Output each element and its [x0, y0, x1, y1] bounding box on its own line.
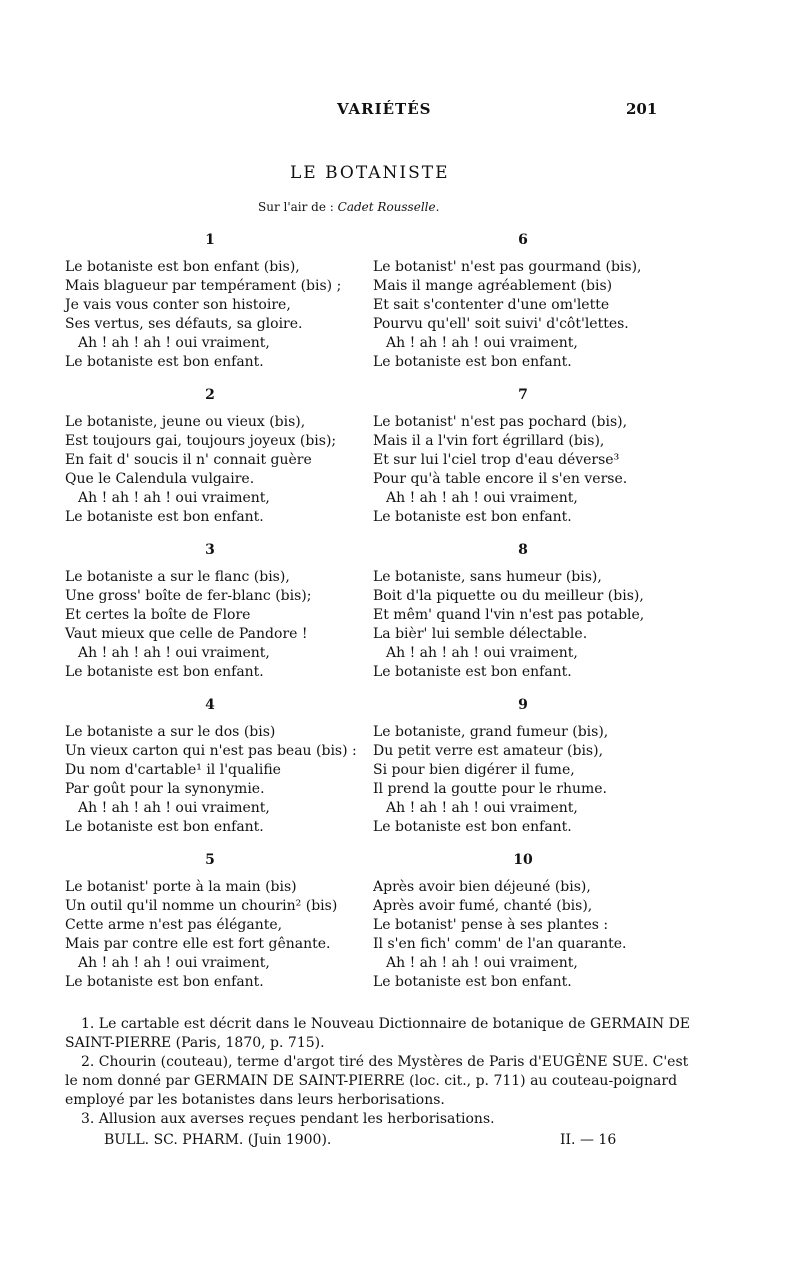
verse-line: Et certes la boîte de Flore: [65, 607, 251, 623]
verse-line: Il prend la goutte pour le rhume.: [373, 781, 607, 797]
verse-line: Le botaniste, jeune ou vieux (bis),: [65, 414, 306, 430]
verse-line: Ah ! ah ! ah ! oui vraiment,: [78, 490, 270, 506]
tune-prefix: Sur l'air de :: [258, 200, 334, 214]
stanza: [373, 385, 673, 540]
stanza-number: 9: [518, 697, 528, 713]
verse-line: Mais il mange agréablement (bis): [373, 278, 613, 294]
stanza-number: 8: [518, 542, 528, 558]
verse-line: Je vais vous conter son histoire,: [65, 297, 291, 313]
verse-line: Un outil qu'il nomme un chourin² (bis): [65, 898, 338, 914]
stanza: [373, 695, 673, 850]
verse-line: Pour qu'à table encore il s'en verse.: [373, 471, 628, 487]
verse-line: Le botaniste est bon enfant.: [65, 354, 264, 370]
page-number: 201: [626, 100, 658, 118]
right-column: [373, 230, 673, 1005]
verse-line: Après avoir bien déjeuné (bis),: [373, 879, 591, 895]
verse-line: Le botaniste est bon enfant.: [65, 509, 264, 525]
stanza-number: 10: [513, 852, 533, 868]
verse-line: La bièr' lui semble délectable.: [373, 626, 588, 642]
stanza: [65, 385, 355, 540]
stanza: [373, 230, 673, 385]
footnote: 2. Chourin (couteau), terme d'argot tiré des Mystères de Paris d'EUGÈNE SUE. C'est le nom donné par GERMAIN DE SAINT-PIERRE (loc. cit., p. 711) au couteau-poignard employé par les botanistes dans leurs herborisations.: [65, 1054, 689, 1108]
stanza: [65, 540, 355, 695]
tune-name: Cadet Rousselle.: [337, 200, 440, 214]
verse-line: Ah ! ah ! ah ! oui vraiment,: [78, 335, 270, 351]
verse-line: Le botanist' porte à la main (bis): [65, 879, 297, 895]
verse-line: Ah ! ah ! ah ! oui vraiment,: [78, 955, 270, 971]
verse-line: Le botaniste est bon enfant.: [373, 819, 572, 835]
stanza-number: 6: [518, 232, 528, 248]
stanza: [65, 230, 355, 385]
stanza-number: 3: [205, 542, 215, 558]
verse-line: Ah ! ah ! ah ! oui vraiment,: [386, 645, 578, 661]
verse-line: Si pour bien digérer il fume,: [373, 762, 575, 778]
running-header: [0, 100, 800, 124]
verse-line: Ah ! ah ! ah ! oui vraiment,: [386, 955, 578, 971]
stanza: [65, 850, 355, 1005]
verse-line: Le botaniste est bon enfant.: [373, 664, 572, 680]
footnotes: [65, 1015, 695, 1129]
verse-line: Le botaniste a sur le dos (bis): [65, 724, 276, 740]
verse-line: Ah ! ah ! ah ! oui vraiment,: [78, 800, 270, 816]
verse-line: Le botaniste, grand fumeur (bis),: [373, 724, 609, 740]
footer-citation: BULL. SC. PHARM. (Juin 1900).: [104, 1132, 332, 1148]
verse-line: Le botaniste, sans humeur (bis),: [373, 569, 602, 585]
stanza: [373, 540, 673, 695]
stanza-number: 1: [205, 232, 215, 248]
page-footer: [0, 1132, 800, 1154]
verse-line: Le botaniste est bon enfant (bis),: [65, 259, 300, 275]
verse-line: Mais blagueur par tempérament (bis) ;: [65, 278, 342, 294]
stanza: [65, 695, 355, 850]
verse-line: Mais par contre elle est fort gênante.: [65, 936, 331, 952]
verse-line: Le botaniste est bon enfant.: [373, 974, 572, 990]
stanza-number: 2: [205, 387, 215, 403]
verse-line: Le botanist' pense à ses plantes :: [373, 917, 609, 933]
footer-signature: II. — 16: [560, 1132, 617, 1148]
stanza-number: 4: [205, 697, 215, 713]
verse-line: Est toujours gai, toujours joyeux (bis);: [65, 433, 337, 449]
verse-line: En fait d' soucis il n' connait guère: [65, 452, 312, 468]
footnote: 3. Allusion aux averses reçues pendant les herborisations.: [81, 1111, 495, 1127]
verse-line: Cette arme n'est pas élégante,: [65, 917, 283, 933]
verse-line: Un vieux carton qui n'est pas beau (bis) :: [65, 743, 357, 759]
verse-line: Ses vertus, ses défauts, sa gloire.: [65, 316, 303, 332]
verse-line: Une gross' boîte de fer-blanc (bis);: [65, 588, 312, 604]
footnote: 1. Le cartable est décrit dans le Nouveau Dictionnaire de botanique de GERMAIN DE SAINT-PIERRE (Paris, 1870, p. 715).: [65, 1016, 691, 1051]
verse-line: Et mêm' quand l'vin n'est pas potable,: [373, 607, 645, 623]
verse-line: Le botaniste est bon enfant.: [65, 974, 264, 990]
verse-line: Le botaniste a sur le flanc (bis),: [65, 569, 290, 585]
verse-line: Que le Calendula vulgaire.: [65, 471, 255, 487]
stanza-number: 7: [518, 387, 528, 403]
verse-line: Ah ! ah ! ah ! oui vraiment,: [386, 490, 578, 506]
verse-line: Le botanist' n'est pas pochard (bis),: [373, 414, 628, 430]
verse-line: Et sait s'contenter d'une om'lette: [373, 297, 610, 313]
verse-line: Et sur lui l'ciel trop d'eau déverse³: [373, 452, 620, 468]
verse-line: Le botaniste est bon enfant.: [373, 509, 572, 525]
verse-line: Du nom d'cartable¹ il l'qualifie: [65, 762, 281, 778]
tune-line: [258, 200, 439, 214]
stanza-number: 5: [205, 852, 215, 868]
verse-line: Le botaniste est bon enfant.: [65, 664, 264, 680]
verse-line: Ah ! ah ! ah ! oui vraiment,: [78, 645, 270, 661]
verse-line: Le botaniste est bon enfant.: [65, 819, 264, 835]
verse-line: Après avoir fumé, chanté (bis),: [373, 898, 593, 914]
verse-line: Pourvu qu'ell' soit suivi' d'côt'lettes.: [373, 316, 629, 332]
verse-line: Il s'en fich' comm' de l'an quarante.: [373, 936, 627, 952]
verse-line: Le botanist' n'est pas gourmand (bis),: [373, 259, 642, 275]
verse-line: Ah ! ah ! ah ! oui vraiment,: [386, 335, 578, 351]
verse-line: Le botaniste est bon enfant.: [373, 354, 572, 370]
verse-line: Vaut mieux que celle de Pandore !: [65, 626, 308, 642]
verse-line: Boit d'la piquette ou du meilleur (bis),: [373, 588, 644, 604]
verse-line: Du petit verre est amateur (bis),: [373, 743, 604, 759]
running-title: VARIÉTÉS: [337, 100, 432, 118]
poem-title: LE BOTANISTE: [290, 163, 450, 183]
verse-line: Mais il a l'vin fort égrillard (bis),: [373, 433, 605, 449]
left-column: [65, 230, 355, 1005]
verse-line: Par goût pour la synonymie.: [65, 781, 265, 797]
stanza: [373, 850, 673, 1005]
verse-line: Ah ! ah ! ah ! oui vraiment,: [386, 800, 578, 816]
